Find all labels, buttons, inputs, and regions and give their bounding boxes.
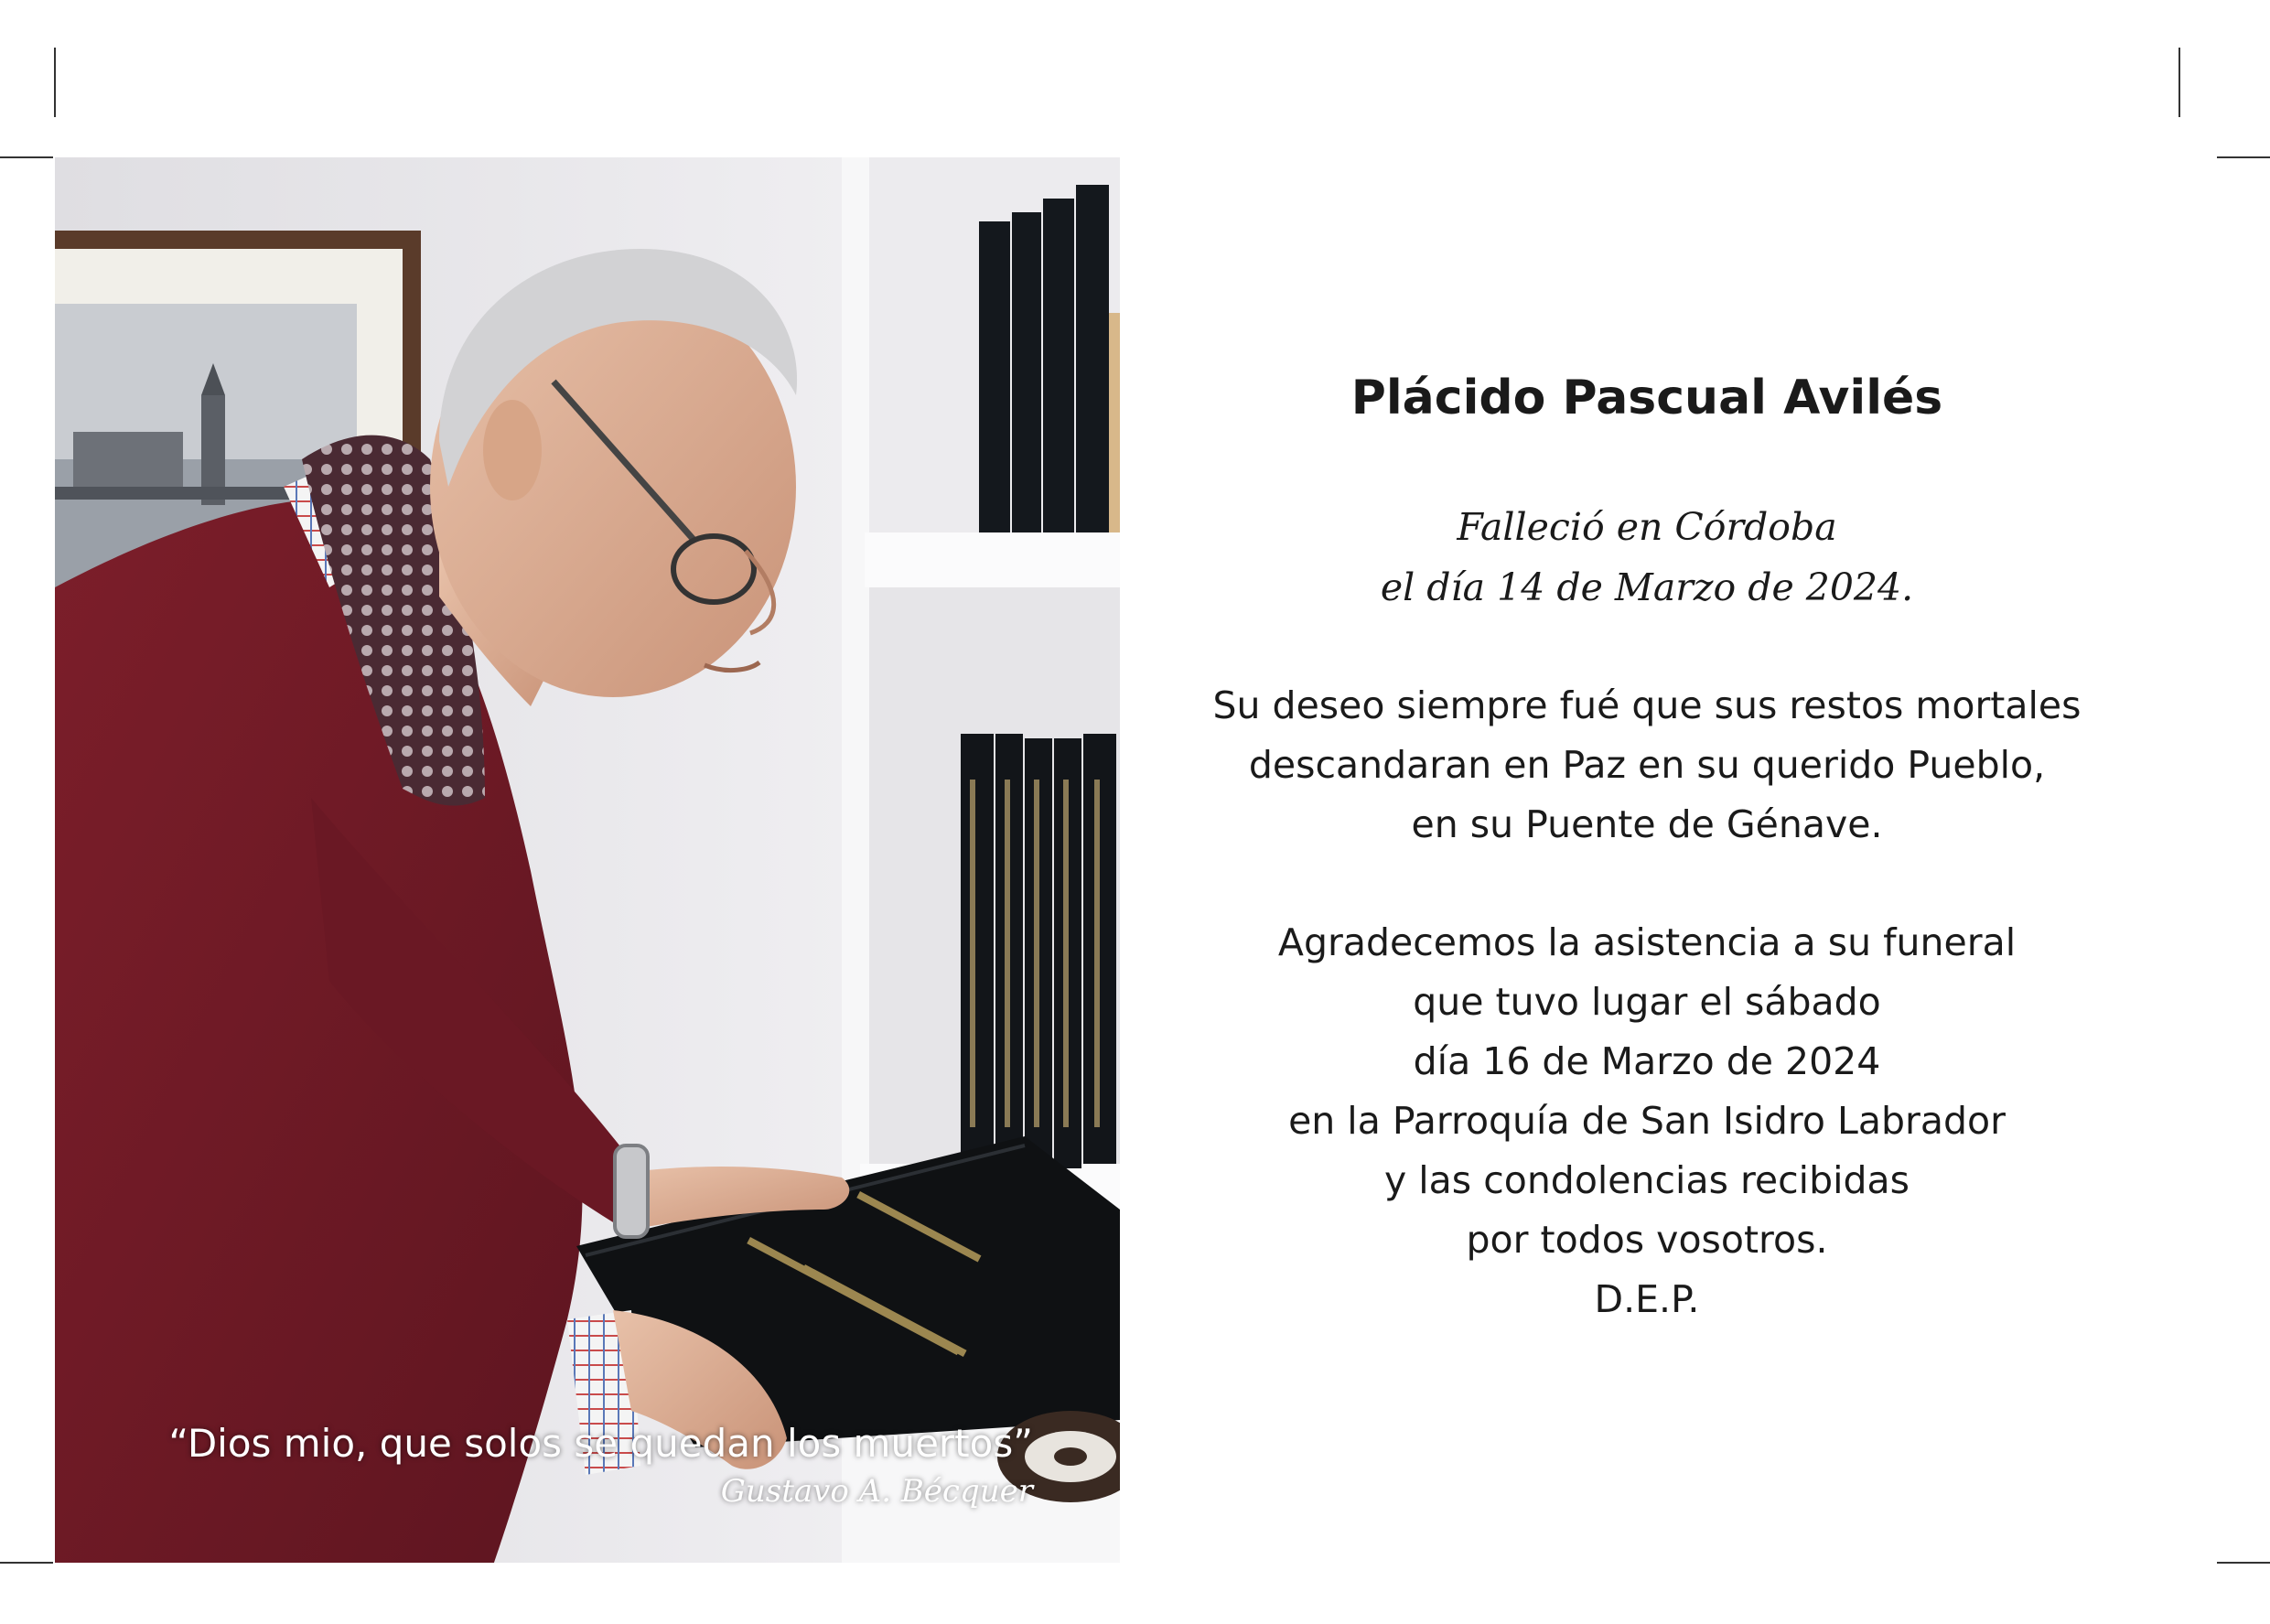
thanks-line-5: y las condolencias recibidas bbox=[1383, 1158, 1910, 1202]
wish-line-3: en su Puente de Génave. bbox=[1411, 802, 1883, 846]
death-notice bbox=[1189, 497, 2104, 618]
quote-author: Gustavo A. Bécquer bbox=[720, 1473, 1033, 1510]
crop-mark-top-left bbox=[54, 48, 56, 117]
death-line-1: Falleció en Córdoba bbox=[1457, 505, 1837, 549]
death-line-2: el día 14 de Marzo de 2024. bbox=[1380, 565, 1914, 609]
thanks-paragraph bbox=[1189, 913, 2104, 1329]
crop-mark-left-bottom bbox=[0, 1562, 53, 1564]
portrait-illustration bbox=[55, 157, 1120, 1563]
thanks-line-1: Agradecemos la asistencia a su funeral bbox=[1277, 920, 2017, 964]
memorial-text bbox=[1189, 361, 2104, 1388]
thanks-line-6: por todos vosotros. bbox=[1466, 1218, 1828, 1262]
wish-paragraph bbox=[1189, 676, 2104, 855]
thanks-line-3: día 16 de Marzo de 2024 bbox=[1413, 1039, 1881, 1083]
thanks-line-2: que tuvo lugar el sábado bbox=[1413, 980, 1881, 1024]
quote-text: “Dios mio, que solos se quedan los muertos” bbox=[168, 1421, 1033, 1466]
thanks-line-7: D.E.P. bbox=[1594, 1277, 1700, 1321]
deceased-name: Plácido Pascual Avilés bbox=[1350, 371, 1943, 425]
crop-mark-top-right bbox=[2179, 48, 2180, 117]
crop-mark-left-top bbox=[0, 156, 53, 158]
wish-line-1: Su deseo siempre fué que sus restos mortales bbox=[1212, 683, 2082, 727]
crop-mark-right-bottom bbox=[2217, 1562, 2270, 1564]
crop-mark-right-top bbox=[2217, 156, 2270, 158]
wish-line-2: descandaran en Paz en su querido Pueblo, bbox=[1248, 743, 2046, 787]
portrait-photo bbox=[55, 157, 1120, 1563]
thanks-line-4: en la Parroquía de San Isidro Labrador bbox=[1288, 1099, 2006, 1143]
